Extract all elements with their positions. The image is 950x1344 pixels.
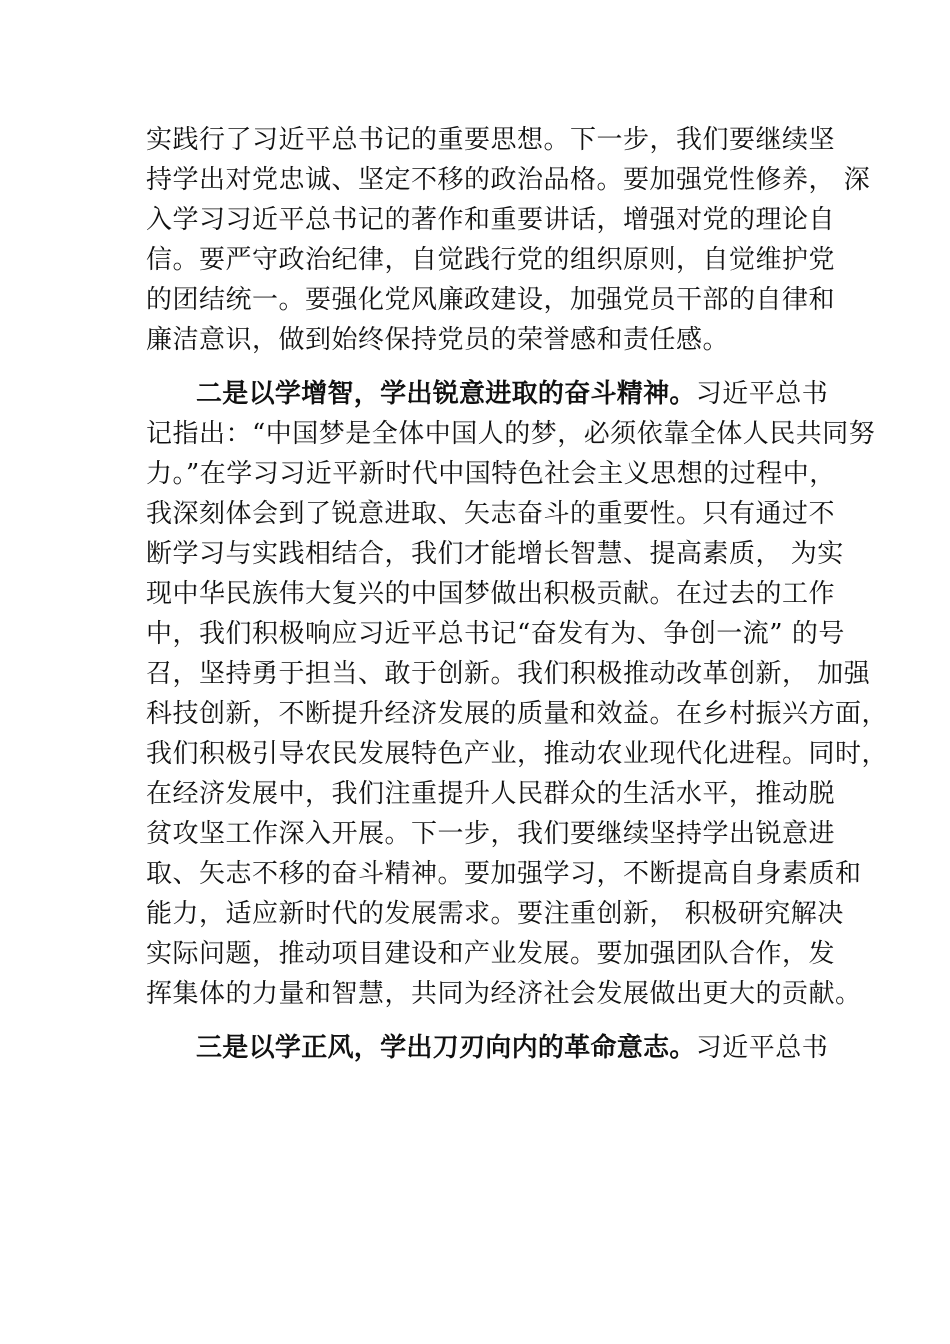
- text-line: 信。要严守政治纪律，自觉践行党的组织原则，自觉维护党: [146, 245, 836, 275]
- text-run: 习近平总书: [695, 1033, 829, 1063]
- paragraph-first-line: [146, 1028, 846, 1068]
- text-line: 记指出：“中国梦是全体中国人的梦，必须依靠全体人民共同努: [146, 419, 876, 449]
- text-line: 召，坚持勇于担当、敢于创新。我们积极推动改革创新， 加强: [146, 659, 871, 689]
- paragraph-1: [146, 120, 871, 360]
- section-heading: 三是以学正风，学出刀刃向内的革命意志。: [196, 1033, 696, 1063]
- text-line: 现中华民族伟大复兴的中国梦做出积极贡献。在过去的工作: [146, 579, 836, 609]
- section-heading: 二是以学增智，学出锐意进取的奋斗精神。: [196, 379, 696, 409]
- text-line: 入学习习近平总书记的著作和重要讲话，增强对党的理论自: [146, 205, 836, 235]
- text-line: 我深刻体会到了锐意进取、矢志奋斗的重要性。只有通过不: [146, 499, 836, 529]
- paragraph-spacer: [146, 1014, 846, 1028]
- document-body: [146, 120, 889, 1068]
- text-line: 实践行了习近平总书记的重要思想。下一步，我们要继续坚: [146, 125, 836, 155]
- paragraph-2: [146, 374, 889, 1014]
- text-line: 挥集体的力量和智慧，共同为经济社会发展做出更大的贡献。: [146, 979, 862, 1009]
- text-line: 的团结统一。要强化党风廉政建设，加强党员干部的自律和: [146, 285, 836, 315]
- text-run: 习近平总书: [695, 379, 829, 409]
- text-line: 取、矢志不移的奋斗精神。要加强学习，不断提高自身素质和: [146, 859, 862, 889]
- paragraph-spacer: [146, 360, 846, 374]
- text-line: 中，我们积极响应习近平总书记“奋发有为、争创一流” 的号: [146, 619, 845, 649]
- text-line: 在经济发展中，我们注重提升人民群众的生活水平，推动脱: [146, 779, 836, 809]
- paragraph-3: [146, 1028, 846, 1068]
- text-line: 能力，适应新时代的发展需求。要注重创新， 积极研究解决: [146, 899, 844, 929]
- text-line: 科技创新，不断提升经济发展的质量和效益。在乡村振兴方面，: [146, 699, 889, 729]
- text-line: 实际问题，推动项目建设和产业发展。要加强团队合作，发: [146, 939, 836, 969]
- text-line: 贫攻坚工作深入开展。下一步，我们要继续坚持学出锐意进: [146, 819, 836, 849]
- text-line: 力。”在学习习近平新时代中国特色社会主义思想的过程中，: [146, 459, 836, 489]
- text-line: 廉洁意识，做到始终保持党员的荣誉感和责任感。: [146, 325, 730, 355]
- text-line: 断学习与实践相结合，我们才能增长智慧、提高素质， 为实: [146, 539, 844, 569]
- text-line: 我们积极引导农民发展特色产业，推动农业现代化进程。同时，: [146, 739, 889, 769]
- paragraph-first-line: [146, 374, 846, 414]
- text-line: 持学出对党忠诚、坚定不移的政治品格。要加强党性修养， 深: [146, 165, 871, 195]
